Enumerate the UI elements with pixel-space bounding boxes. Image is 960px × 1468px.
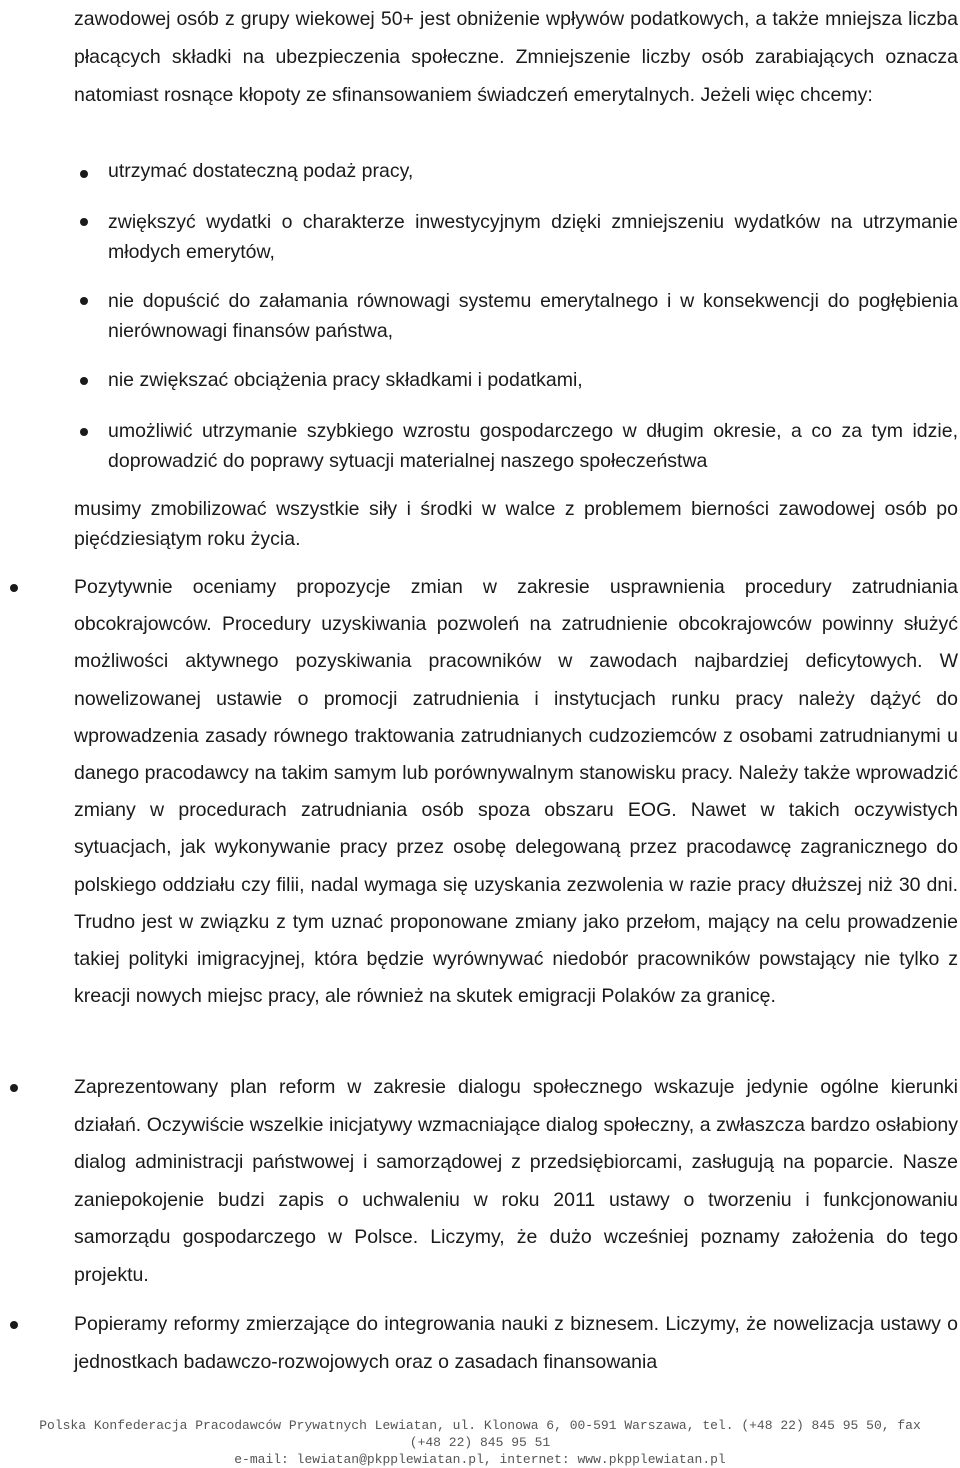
bullet-icon [80, 297, 88, 305]
list-item: umożliwić utrzymanie szybkiego wzrostu gospodarczego w długim okresie, a co za tym idzie, doprowadzić do poprawy sytuacji materialnej naszego społeczeństwa [108, 420, 958, 472]
main-list-item-science: Popieramy reformy zmierzające do integrowania nauki z biznesem. Liczymy, że nowelizacja ustawy o jednostkach badawczo-rozwojowych oraz o zasadach finansowania [74, 1313, 958, 1373]
main-list-item-foreigners: Pozytywnie oceniamy propozycje zmian w zakresie usprawnienia procedury zatrudniania obcokrajowców. Procedury uzyskiwania pozwoleń na zatrudnienie obcokrajowców powinny służyć możliwości aktywnego pozyskiwania pracowników w zawodach najbardziej deficytowych. W nowelizowanej ustawie o promocji zatrudnienia i instytucjach runku pracy należy dążyć do wprowadzenia zasady równego traktowania zatrudnianych cudzoziemców z osobami zatrudnianymi u danego pracodawcy na takim samym lub porównywalnym stanowisku pracy. Należy także wprowadzić zmiany w procedurach zatrudniania osób spoza obszaru EOG. Nawet w takich oczywistych sytuacjach, jak wykonywanie pracy przez osobę delegowaną przez pracodawcę zagranicznego do polskiego oddziału czy filii, nadal wymaga się uzyskania zezwolenia w razie pracy dłuższej niż 30 dni. Trudno jest w związku z tym uznać proponowane zmiany jako przełom, mający na celu prowadzenie takiej polityki imigracyjnej, która będzie wyrównywać niedobór pracowników powstający nie tylko z kreacji nowych miejsc pracy, ale również na skutek emigracji Polaków za granicę. [74, 576, 958, 1008]
list-item: nie dopuścić do załamania równowagi systemu emerytalnego i w konsekwencji do pogłębienia nierównowagi finansów państwa, [108, 290, 958, 342]
intro-paragraph: zawodowej osób z grupy wiekowej 50+ jest obniżenie wpływów podatkowych, a także mniejsza liczba płacących składki na ubezpieczenia społeczne. Zmniejszenie liczby osób zarabiających oznacza natomiast rosnące kłopoty ze sfinansowaniem świadczeń emerytalnych. Jeżeli więc chcemy: [74, 8, 958, 106]
footer [0, 1417, 960, 1468]
bullet-icon [80, 377, 88, 385]
main-list-item-dialogue: Zaprezentowany plan reform w zakresie dialogu społecznego wskazuje jedynie ogólne kierunki działań. Oczywiście wszelkie inicjatywy wzmacniające dialog społeczny, a zwłaszcza bardzo osłabiony dialog administracji państwowej i samorządowej z przedsiębiorcami, zasługują na poparcie. Nasze zaniepokojenie budzi zapis o uchwaleniu w roku 2011 ustawy o tworzeniu i funkcjonowaniu samorządu gospodarczego w Polsce. Liczymy, że dużo wcześniej poznamy założenia do tego projektu. [74, 1076, 958, 1286]
conclusion-paragraph: musimy zmobilizować wszystkie siły i środki w walce z problemem bierności zawodowej osób po pięćdziesiątym roku życia. [74, 498, 958, 550]
bullet-icon [80, 428, 88, 436]
footer-fax: (+48 22) 845 95 51 [409, 1435, 551, 1450]
list-item: nie zwiększać obciążenia pracy składkami i podatkami, [108, 369, 583, 391]
footer-contact: e-mail: lewiatan@pkpplewiatan.pl, internet: www.pkpplewiatan.pl [234, 1452, 726, 1467]
list-item: zwiększyć wydatki o charakterze inwestycyjnym dzięki zmniejszeniu wydatków na utrzymanie młodych emerytów, [108, 211, 958, 263]
bullet-icon [10, 1084, 18, 1092]
bullet-icon [10, 1321, 18, 1329]
footer-address: Polska Konfederacja Pracodawców Prywatnych Lewiatan, ul. Klonowa 6, 00-591 Warszawa, tel. (+48 22) 845 95 50, fax [39, 1418, 921, 1433]
bullet-icon [10, 584, 18, 592]
bullet-icon [80, 218, 88, 226]
list-item: utrzymać dostateczną podaż pracy, [108, 160, 414, 182]
bullet-icon [80, 170, 88, 178]
